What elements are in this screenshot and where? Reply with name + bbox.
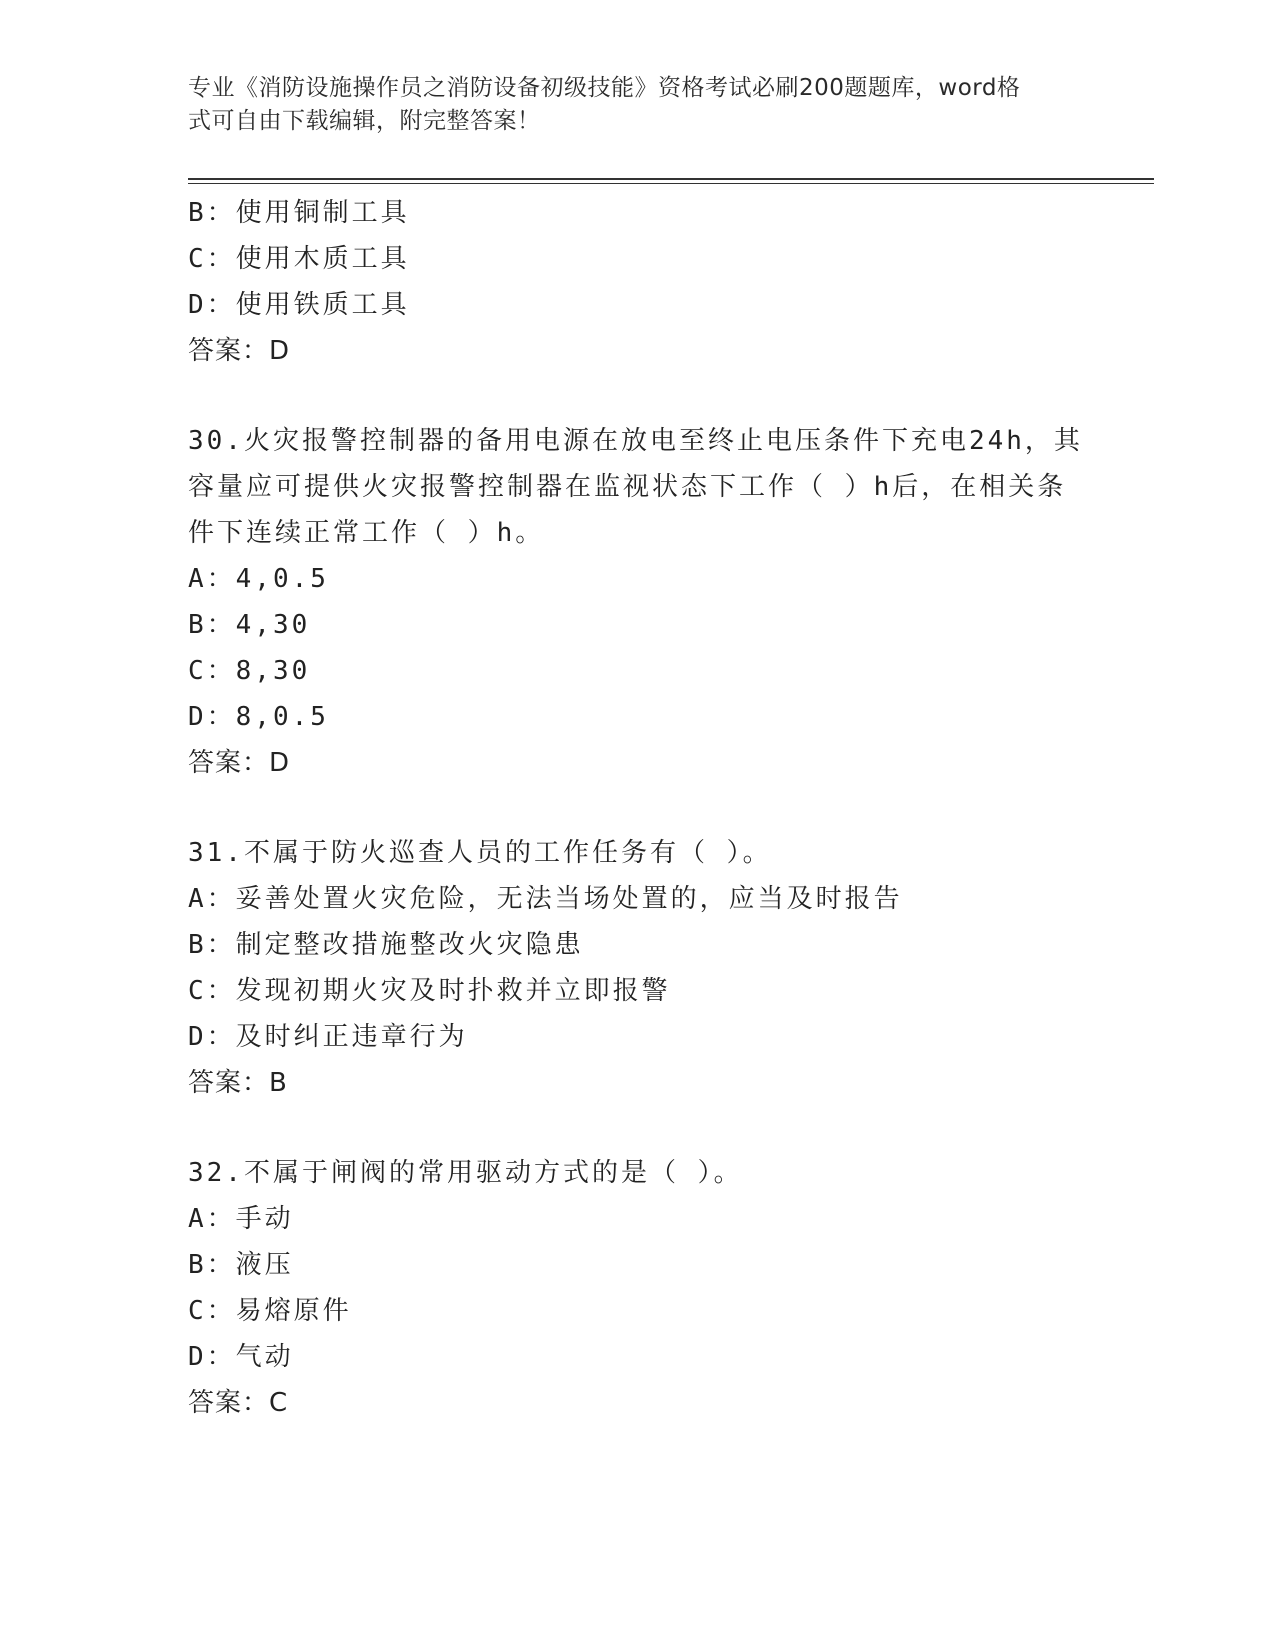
stem-line: 32.不属于闸阀的常用驱动方式的是（ ）。	[188, 1158, 743, 1188]
question-stem	[188, 1150, 1088, 1196]
option-b: B：制定整改措施整改火灾隐患	[188, 930, 584, 960]
question-stem	[188, 830, 1088, 876]
header-line-1: 专业《消防设施操作员之消防设备初级技能》资格考试必刷200题题库，word格	[188, 75, 1021, 101]
answer-line: 答案：B	[188, 1068, 288, 1098]
option-d: D：8,0.5	[188, 702, 329, 732]
question-30	[188, 418, 1088, 786]
document-body	[188, 190, 1088, 1470]
option-c: C：使用木质工具	[188, 244, 410, 274]
option-b: B：使用铜制工具	[188, 198, 410, 228]
option-a: A：妥善处置火灾危险，无法当场处置的，应当及时报告	[188, 884, 903, 914]
option-a: A：手动	[188, 1204, 294, 1234]
question-31	[188, 830, 1088, 1106]
question-stem	[188, 418, 1088, 556]
question-fragment	[188, 190, 1088, 374]
option-d: D：使用铁质工具	[188, 290, 410, 320]
option-b: B：液压	[188, 1250, 294, 1280]
stem-line: 30.火灾报警控制器的备用电源在放电至终止电压条件下充电24h，其	[188, 426, 1083, 456]
option-a: A：4,0.5	[188, 564, 329, 594]
option-c: C：8,30	[188, 656, 311, 686]
option-d: D：及时纠正违章行为	[188, 1022, 468, 1052]
stem-line: 件下连续正常工作（ ）h。	[188, 518, 545, 548]
option-c: C：发现初期火灾及时扑救并立即报警	[188, 976, 671, 1006]
option-d: D：气动	[188, 1342, 294, 1372]
question-32	[188, 1150, 1088, 1426]
header-line-2: 式可自由下载编辑，附完整答案！	[188, 108, 541, 134]
stem-line: 容量应可提供火灾报警控制器在监视状态下工作（ ）h后，在相关条	[188, 472, 1067, 502]
stem-line: 31.不属于防火巡查人员的工作任务有（ ）。	[188, 838, 772, 868]
answer-line: 答案：D	[188, 336, 291, 366]
header-divider-thin	[188, 183, 1154, 184]
answer-line: 答案：D	[188, 748, 291, 778]
page-header	[188, 72, 1068, 138]
option-c: C：易熔原件	[188, 1296, 352, 1326]
header-divider-thick	[188, 178, 1154, 180]
option-b: B：4,30	[188, 610, 311, 640]
answer-line: 答案：C	[188, 1388, 289, 1418]
